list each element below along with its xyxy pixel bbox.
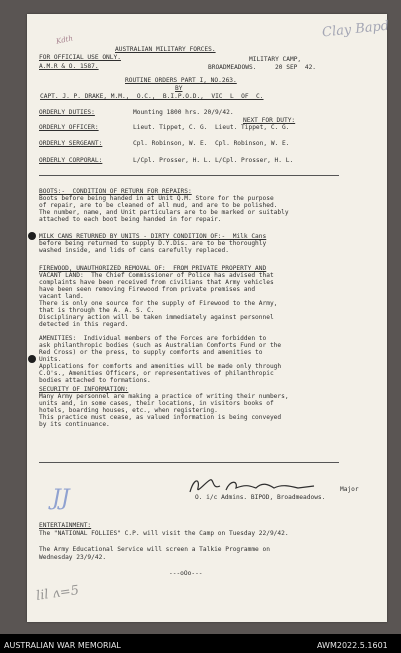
amenities-text: Red Cross) or the press, to supply comforts and amenities to xyxy=(39,349,263,356)
entertainment-text: Wednesday 23/9/42. xyxy=(39,554,107,561)
handwritten-annotation-top-left: Kdth xyxy=(55,34,74,46)
amenities-heading: AMENITIES: Individual members of the Forces are forbidden to xyxy=(39,335,267,342)
firewood-text: that is through the A. A. S. C. xyxy=(39,307,155,314)
milk-cans-text: washed inside, and lids of cans carefully replaced. xyxy=(39,247,229,254)
orderly-officer-value: Lieut. Tippet, C. G. Lieut. Tippet, C. G. xyxy=(133,124,290,131)
firewood-text: Disciplinary action will be taken immediately against personnel xyxy=(39,314,274,321)
firewood-text: detected in this regard. xyxy=(39,321,129,328)
security-text: by its continuance. xyxy=(39,421,110,428)
orderly-corporal-value: L/Cpl. Prosser, H. L. L/Cpl. Prosser, H. L. xyxy=(133,157,294,164)
orders-title: ROUTINE ORDERS PART I, NO.263. xyxy=(125,77,237,84)
security-text: This practice must cease, as valued information is being conveyed xyxy=(39,414,282,421)
footer-accession-number: AWM2022.5.1601 xyxy=(317,641,388,650)
entertainment-text: The "NATIONAL FOLLIES" C.P. will visit the Camp on Tuesday 22/9/42. xyxy=(39,530,289,537)
security-text: units and, in some cases, their locations, in visitors books of xyxy=(39,400,274,407)
orderly-sergeant-label: ORDERLY SERGEANT: xyxy=(39,140,103,147)
boots-text: of repair, are to be cleaned of all mud, and are to be polished. xyxy=(39,202,278,209)
handwritten-initials: JJ xyxy=(52,486,70,511)
boots-heading: BOOTS:- CONDITION OF RETURN FOR REPAIRS: xyxy=(39,188,192,195)
firewood-text: vacant land. xyxy=(39,293,84,300)
punch-hole-bottom xyxy=(28,355,36,363)
issuing-officer: CAPT. J. P. DRAKE, M.M., O.C., B.I.P.O.D., VIC L OF C. xyxy=(40,93,264,100)
amr-reference: A.M.R & O. 1587. xyxy=(39,63,99,70)
handwritten-annotation-top-right: Clay Bapd xyxy=(321,18,390,41)
entertainment-heading: ENTERTAINMENT: xyxy=(39,522,92,529)
signature-image xyxy=(186,476,318,496)
orderly-duties-value: Mounting 1800 hrs. 20/9/42. xyxy=(133,109,234,116)
firewood-heading: FIREWOOD, UNAUTHORIZED REMOVAL OF: FROM PRIVATE PROPERTY AND xyxy=(39,265,267,272)
orderly-corporal-label: ORDERLY CORPORAL: xyxy=(39,157,103,164)
camp-label: MILITARY CAMP, xyxy=(249,56,302,63)
security-text: hotels, boarding houses, etc., when registering. xyxy=(39,407,218,414)
section-divider xyxy=(39,175,339,176)
security-text: Many Army personnel are making a practice of writing their numbers, xyxy=(39,393,289,400)
orderly-duties-label: ORDERLY DUTIES: xyxy=(39,109,95,116)
by-label: BY xyxy=(175,85,183,92)
official-use-label: FOR OFFICIAL USE ONLY. xyxy=(39,54,121,61)
orderly-sergeant-value: Cpl. Robinson, W. E. Cpl. Robinson, W. E. xyxy=(133,140,290,147)
firewood-text: have been seen removing Firewood from private premises and xyxy=(39,286,256,293)
amenities-text: Applications for comforts and amenities will be made only through xyxy=(39,363,282,370)
document-title: AUSTRALIAN MILITARY FORCES. xyxy=(115,46,216,53)
orderly-officer-label: ORDERLY OFFICER: xyxy=(39,124,99,131)
signature-rank: Major xyxy=(340,486,359,493)
firewood-text: VACANT LAND: The Chief Commissioner of Police has advised that xyxy=(39,272,274,279)
boots-text: The number, name, and Unit particulars are to be marked or suitably xyxy=(39,209,289,216)
handwritten-note-bottom: lil ʌ=5 xyxy=(35,583,80,604)
milk-cans-text: before being returned to supply D.Y.Dis. are to be thoroughly xyxy=(39,240,267,247)
location-date: BROADMEADOWS. 20 SEP 42. xyxy=(208,64,317,71)
end-marker: ---oOo--- xyxy=(169,570,203,577)
amenities-text: bodies attached to formations. xyxy=(39,377,151,384)
amenities-text: ask philanthropic bodies (such as Australian Comforts Fund or the xyxy=(39,342,282,349)
boots-text: attached to each boot being handed in for repair. xyxy=(39,216,222,223)
security-heading: SECURITY OF INFORMATION: xyxy=(39,386,129,393)
firewood-text: complaints have been received from civilians that Army vehicles xyxy=(39,279,274,286)
amenities-text: C.O's., Amenities Officers, or representatives of philanthropic xyxy=(39,370,274,377)
punch-hole-top xyxy=(28,232,36,240)
milk-cans-heading: MILK CANS RETURNED BY UNITS - DIRTY CONDITION OF:- Milk Cans xyxy=(39,233,267,240)
next-for-duty-label: NEXT FOR DUTY: xyxy=(243,117,296,124)
boots-text: Boots before being handed in at Unit Q.M. Store for the purpose xyxy=(39,195,274,202)
signature-block: O. i/c Admins. BIPOD, Broadmeadows. xyxy=(195,494,326,501)
amenities-text: Units. xyxy=(39,356,62,363)
firewood-text: There is only one source for the supply of Firewood to the Army, xyxy=(39,300,278,307)
section-divider xyxy=(39,462,339,463)
footer-institution: AUSTRALIAN WAR MEMORIAL xyxy=(4,641,121,650)
entertainment-text: The Army Educational Service will screen a Talkie Programme on xyxy=(39,546,270,553)
